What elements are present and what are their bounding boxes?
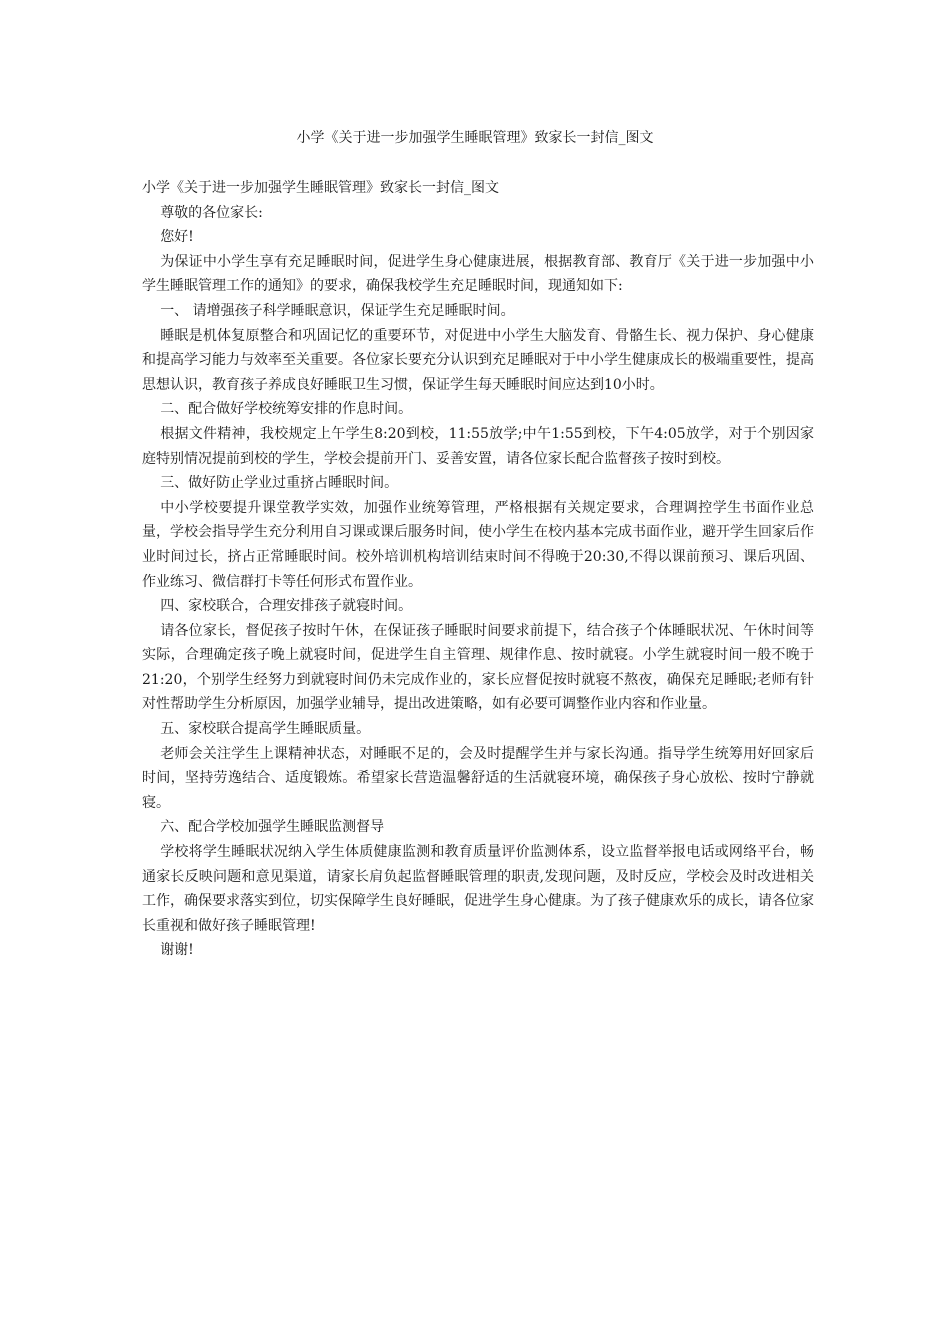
greeting: 您好! bbox=[160, 229, 194, 246]
section-body-3: 中小学校要提升课堂教学实效，加强作业统筹管理，严格根据有关规定要求，合理调控学生书面作业总量，学校会指导学生充分利用自习课或课后服务时间，使小学生在校内基本完成书面作业，避开学生回家后作业时间过长，挤占正常睡眠时间。校外培训机构培训结束时间不得晚于20:30,不得以课前预习、课后巩固、作业练习、微信群打卡等任何形式布置作业。 bbox=[142, 499, 814, 590]
section-body-5: 老师会关注学生上课精神状态，对睡眠不足的，会及时提醒学生并与家长沟通。指导学生统筹用好回家后时间，坚持劳逸结合、适度锻炼。希望家长营造温馨舒适的生活就寝环境，确保孩子身心放松、按时宁静就寝。 bbox=[142, 745, 814, 811]
section-body-6: 学校将学生睡眠状况纳入学生体质健康监测和教育质量评价监测体系，设立监督举报电话或网络平台，畅通家长反映问题和意见渠道，请家长肩负起监督睡眠管理的职责,发现问题，及时反应，学校会及时改进相关工作，确保要求落实到位，切实保障学生良好睡眠，促进学生身心健康。为了孩子健康欢乐的成长，请各位家长重视和做好孩子睡眠管理! bbox=[142, 844, 814, 934]
section-body-2: 根据文件精神，我校规定上午学生8:20到校，11:55放学;中午1:55到校，下午4:05放学，对于个别因家庭特别情况提前到校的学生，学校会提前开门、妥善安置，请各位家长配合监督孩子按时到校。 bbox=[142, 425, 814, 467]
document-title: 小学《关于进一步加强学生睡眠管理》致家长一封信_图文 bbox=[296, 130, 654, 146]
section-heading-4: 四、家校联合，合理安排孩子就寝时间。 bbox=[160, 598, 413, 615]
closing: 谢谢! bbox=[160, 942, 194, 959]
section-heading-6: 六、配合学校加强学生睡眠监测督导 bbox=[160, 819, 385, 836]
section-heading-1: 一、 请增强孩子科学睡眠意识，保证学生充足睡眠时间。 bbox=[160, 302, 515, 319]
section-heading-2: 二、配合做好学校统筹安排的作息时间。 bbox=[160, 401, 413, 418]
section-heading-5: 五、家校联合提高学生睡眠质量。 bbox=[160, 721, 371, 738]
salutation: 尊敬的各位家长: bbox=[160, 204, 263, 221]
section-body-1: 睡眠是机体复原整合和巩固记忆的重要环节，对促进中小学生大脑发育、骨骼生长、视力保护、身心健康和提高学习能力与效率至关重要。各位家长要充分认识到充足睡眠对于中小学生健康成长的极端重要性，提高思想认识，教育孩子养成良好睡眠卫生习惯，保证学生每天睡眠时间应达到10小时。 bbox=[142, 327, 814, 393]
document-body bbox=[142, 176, 814, 963]
section-body-4: 请各位家长，督促孩子按时午休，在保证孩子睡眠时间要求前提下，结合孩子个体睡眠状况、午休时间等实际，合理确定孩子晚上就寝时间，促进学生自主管理、规律作息、按时就寝。小学生就寝时间一般不晚于21:20，个别学生经努力到就寝时间仍未完成作业的，家长应督促按时就寝不熬夜，确保充足睡眠;老师有针对性帮助学生分析原因，加强学业辅导，提出改进策略，如有必要可调整作业内容和作业量。 bbox=[142, 622, 814, 713]
intro-paragraph: 为保证中小学生享有充足睡眠时间，促进学生身心健康进展，根据教育部、教育厅《关于进一步加强中小学生睡眠管理工作的通知》的要求，确保我校学生充足睡眠时间，现通知如下: bbox=[142, 253, 814, 295]
section-heading-3: 三、做好防止学业过重挤占睡眠时间。 bbox=[160, 475, 399, 492]
body-heading: 小学《关于进一步加强学生睡眠管理》致家长一封信_图文 bbox=[142, 180, 499, 196]
